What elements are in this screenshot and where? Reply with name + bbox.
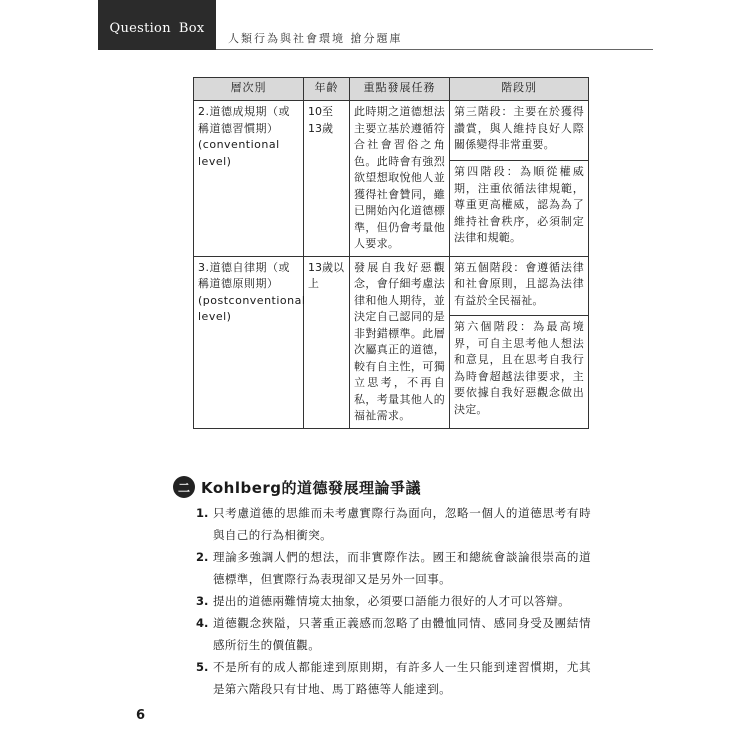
- column-header-age: 年齡: [304, 78, 350, 101]
- header-tab: [98, 0, 216, 50]
- kohlberg-stage-table: [193, 77, 589, 429]
- list-item-number: 2.: [196, 550, 209, 564]
- page-number: 6: [136, 708, 146, 723]
- table-header-row: [194, 78, 589, 101]
- table-row: [194, 256, 589, 316]
- header-divider: [216, 49, 653, 50]
- list-item-text: 道德觀念狹隘，只著重正義感而忽略了由體恤同情、感同身受及團結情感所衍生的價值觀。: [213, 616, 591, 652]
- cell-stage: 第四階段：為順從權威期，注重依循法律規範，尊重更高權威，認為為了維持社會秩序，必須制定法律和規範。: [450, 161, 589, 256]
- criticism-list: [196, 502, 591, 700]
- list-item: [196, 590, 591, 612]
- list-item: [196, 546, 591, 590]
- list-item-text: 提出的道德兩難情境太抽象，必須要口語能力很好的人才可以答辯。: [213, 594, 570, 608]
- list-item-text: 只考慮道德的思維而未考慮實際行為面向，忽略一個人的道德思考有時與自己的行為相衝突。: [213, 506, 591, 542]
- table-row: [194, 101, 589, 161]
- list-item-number: 4.: [196, 616, 209, 630]
- column-header-task: 重點發展任務: [350, 78, 450, 101]
- cell-stage: 第六個階段：為最高境界，可自主思考他人想法和意見，且在思考自我行為時會超越法律要求，主要依據自我好惡觀念做出決定。: [450, 316, 589, 428]
- list-item-number: 1.: [196, 506, 209, 520]
- list-item-text: 不是所有的成人都能達到原則期，有許多人一生只能到達習慣期，尤其是第六階段只有甘地、馬丁路德等人能達到。: [213, 660, 591, 696]
- cell-age: 10至13歲: [304, 101, 350, 257]
- section-number-icon: 二: [173, 476, 195, 498]
- list-item: [196, 502, 591, 546]
- cell-level: 3.道德自律期（或稱道德原則期）(postconventional level): [194, 256, 304, 428]
- header-subtitle: 人類行為與社會環境 搶分題庫: [228, 32, 403, 45]
- cell-level: 2.道德成規期（或稱道德習慣期）(conventional level): [194, 101, 304, 257]
- list-item: [196, 612, 591, 656]
- column-header-stage: 階段別: [450, 78, 589, 101]
- cell-stage: 第三階段：主要在於獲得讚賞，與人維持良好人際關係變得非常重要。: [450, 101, 589, 161]
- cell-age: 13歲以上: [304, 256, 350, 428]
- column-header-level: 層次別: [194, 78, 304, 101]
- header-tab-right: Box: [178, 21, 205, 36]
- section-title: Kohlberg的道德發展理論爭議: [201, 478, 422, 497]
- cell-stage: 第五個階段：會遵循法律和社會原則，且認為法律有益於全民福祉。: [450, 256, 589, 316]
- list-item-number: 3.: [196, 594, 209, 608]
- list-item-text: 理論多強調人們的想法，而非實際作法。國王和總統會談論很崇高的道德標準，但實際行為表現卻又是另外一回事。: [213, 550, 591, 586]
- section-heading: [173, 476, 421, 498]
- header-tab-left: Question: [109, 21, 171, 36]
- cell-task: 此時期之道德想法主要立基於遵循符合社會習俗之角色。此時會有強烈欲望想取悅他人並獲得社會贊同，雖已開始內化道德標準，但仍會考量他人要求。: [350, 101, 450, 257]
- list-item-number: 5.: [196, 660, 209, 674]
- cell-task: 發展自我好惡觀念，會仔細考慮法律和他人期待，並決定自己認同的是非對錯標準。此層次屬真正的道德，較有自主性，可獨立思考，不再自私，考量其他人的福祉需求。: [350, 256, 450, 428]
- list-item: [196, 656, 591, 700]
